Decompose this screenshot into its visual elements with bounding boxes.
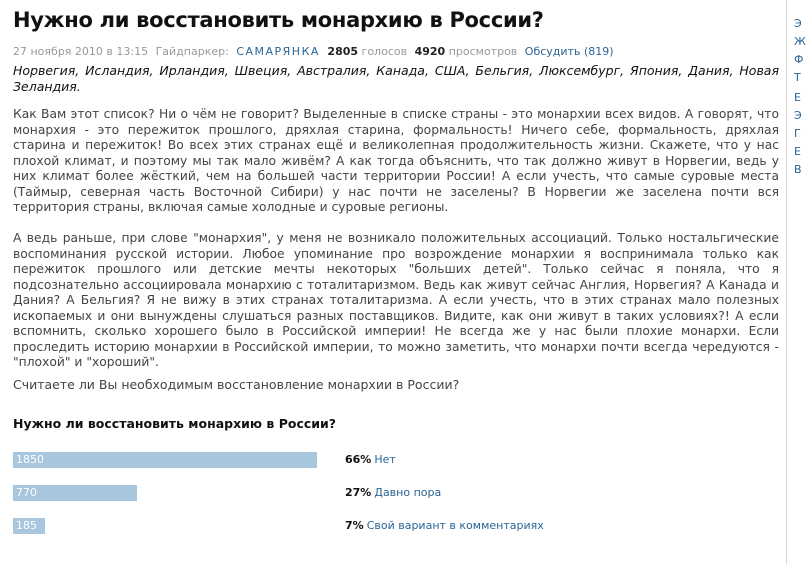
right-sidebar [786, 0, 806, 564]
sidebar-text-fragment[interactable]: Ф [794, 53, 804, 66]
discuss-link[interactable]: Обсудить (819) [524, 45, 614, 58]
poll-answer-link[interactable]: Нет [374, 453, 396, 466]
sidebar-text-fragment[interactable]: Т [794, 71, 801, 84]
poll-percent: 27% [345, 486, 372, 499]
poll-answer-link[interactable]: Давно пора [374, 486, 442, 499]
poll-option-row [13, 452, 783, 468]
poll-bar: 1850 [13, 452, 317, 468]
poll-option-row [13, 518, 783, 534]
article-paragraph-2: А ведь раньше, при слове "монархия", у меня не возникало положительных ассоциаций. Только ностальгические воспоминания русской истории. Любое упоминание про возрождение монархии я воспринимала только как пережиток прошлого или детские мечты некоторых "больших детей". Только сейчас я поняла, что я подсознательно ассоциировала монархию с тоталитаризмом. Ведь как живут сейчас Англия, Норвегия? А Канада и Дания? А Бельгия? Я не вижу в этих странах тоталитаризма. А если учесть, что в этих странах мало полезных ископаемых и они вынуждены слушаться разных поставщиков. Видите, как они живут в таких условиях?! А если вспомнить, сколько хорошего было в Российской империи! Не всегда же у нас были плохие монархи. Если проследить историю монархии в Российской империи, то можно заметить, что монархи почти всегда чередуются - "плохой" и "хороший". [13, 231, 779, 369]
countries-list: Норвегия, Исландия, Ирландия, Швеция, Австралия, Канада, США, Бельгия, Люксембург, Япония, Дания, Новая Зеландия. [13, 63, 779, 94]
poll-title: Нужно ли восстановить монархию в России? [13, 416, 337, 431]
poll-option-label [345, 486, 441, 499]
poll-answer-link[interactable]: Свой вариант в комментариях [366, 519, 544, 532]
sidebar-text-fragment[interactable]: Э [794, 109, 802, 122]
poll-option-label [345, 453, 396, 466]
sidebar-text-fragment[interactable]: Э [794, 17, 802, 30]
views-label: просмотров [448, 45, 518, 58]
sidebar-text-fragment[interactable]: Г [794, 127, 801, 140]
sidebar-text-fragment[interactable]: Е [794, 145, 801, 158]
page-title: Нужно ли восстановить монархию в России? [13, 8, 544, 32]
poll-option-label [345, 519, 544, 532]
author-link[interactable]: САМАРЯНКА [236, 45, 320, 58]
poll-percent: 7% [345, 519, 364, 532]
votes-count: 2805 [327, 45, 359, 58]
sidebar-text-fragment[interactable]: Ж [794, 35, 806, 48]
poll-bar: 185 [13, 518, 45, 534]
article-paragraph-1: Как Вам этот список? Ни о чём не говорит? Выделенные в списке страны - это монархии всех видов. А говорят, что монархия - это пережиток прошлого, дряхлая старина, формальность! Ничего себе, формальность, дряхлая старина и пережиток! Во всех этих странах ещё и великолепная продолжительность жизни. Скажете, что у нас плохой климат, и поэтому мы так мало живём? А как тогда объяснить, что так должно живут в Норвегии, ведь у них климат более жёсткий, чем на большей части территории России! А если учесть, что самые суровые места (Таймыр, северная часть Восточной Сибири) у нас почти не заселены? В Норвегии же заселена почти вся территория страны, включая самые холодные и суровые регионы. [13, 107, 779, 214]
views-count: 4920 [414, 45, 446, 58]
poll-question-text: Считаете ли Вы необходимым восстановление монархии в России? [13, 377, 460, 392]
sidebar-text-fragment[interactable]: В [794, 163, 802, 176]
author-label: Гайдпаркер: [155, 45, 229, 58]
poll-percent: 66% [345, 453, 372, 466]
poll-option-row [13, 485, 783, 501]
article-meta [13, 45, 618, 58]
poll-bar: 770 [13, 485, 137, 501]
votes-label: голосов [361, 45, 408, 58]
sidebar-text-fragment[interactable]: Е [794, 91, 801, 104]
post-date: 27 ноября 2010 в 13:15 [13, 45, 149, 58]
